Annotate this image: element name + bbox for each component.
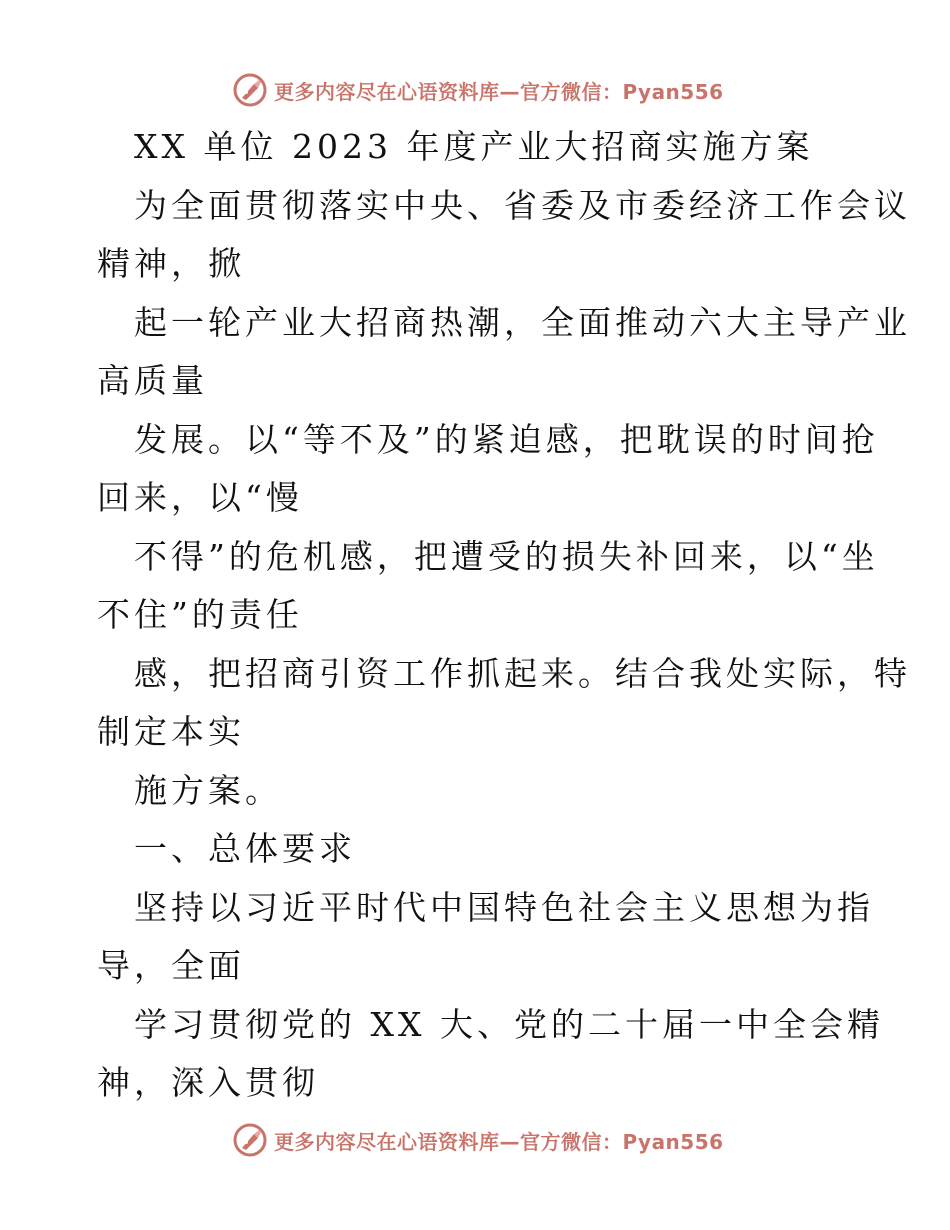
watermark-text: 更多内容尽在心语资料库—官方微信：Pyan556 — [274, 79, 724, 104]
paragraph-line: 坚持以习近平时代中国特色社会主义思想为指 — [134, 888, 874, 927]
pen-logo-icon — [232, 1122, 268, 1158]
paragraph-line: 导，全面 — [97, 946, 245, 985]
paragraph-line: 为全面贯彻落实中央、省委及市委经济工作会议 — [134, 186, 911, 225]
paragraph-line: 感，把招商引资工作抓起来。结合我处实际，特 — [134, 654, 911, 693]
paragraph-line: 精神，掀 — [97, 244, 245, 283]
watermark-text: 更多内容尽在心语资料库—官方微信：Pyan556 — [274, 1129, 724, 1154]
paragraph-line: 发展。以“等不及”的紧迫感，把耽误的时间抢 — [134, 420, 879, 459]
paragraph-line: 高质量 — [97, 361, 208, 400]
paragraph-line: 起一轮产业大招商热潮，全面推动六大主导产业 — [134, 303, 911, 342]
paragraph-line: 回来，以“慢 — [97, 478, 303, 517]
paragraph-line: 不得”的危机感，把遭受的损失补回来，以“坐 — [134, 537, 879, 576]
footer-watermark — [232, 1120, 752, 1160]
paragraph-line: 施方案。 — [134, 771, 282, 810]
document-title: XX 单位 2023 年度产业大招商实施方案 — [134, 127, 814, 166]
paragraph-line: 制定本实 — [97, 712, 245, 751]
header-watermark — [232, 70, 752, 110]
pen-logo-icon — [232, 72, 268, 108]
paragraph-line: 不住”的责任 — [97, 595, 303, 634]
section-heading: 一、总体要求 — [134, 829, 356, 868]
paragraph-line: 神，深入贯彻 — [97, 1063, 319, 1102]
paragraph-line: 学习贯彻党的 XX 大、党的二十届一中全会精 — [134, 1005, 884, 1044]
